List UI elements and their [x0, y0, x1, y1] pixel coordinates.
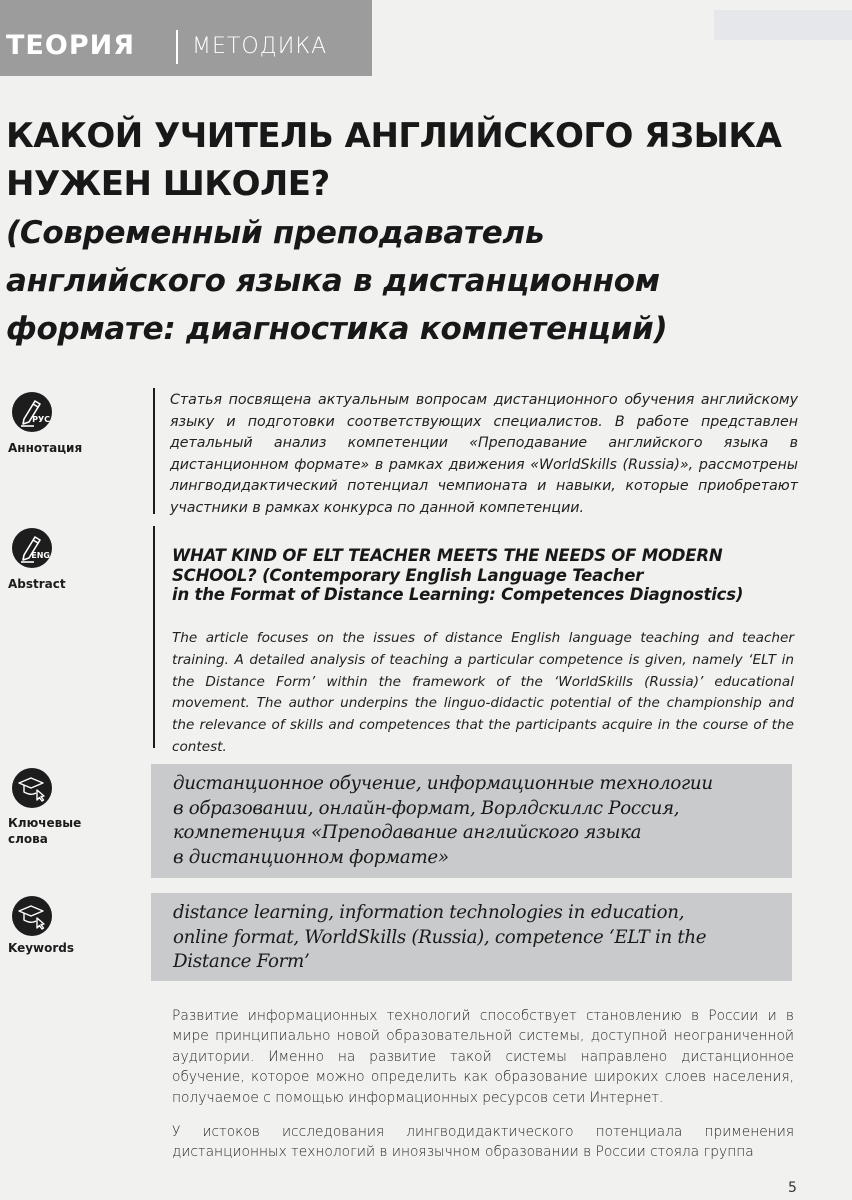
badge-tag: РУС: [32, 415, 50, 424]
keywords-ru-label: [8, 815, 81, 847]
annotation-divider: [153, 388, 155, 514]
keywords-en-box: [151, 893, 792, 981]
pencil-icon: [12, 392, 52, 432]
section-header: [0, 0, 372, 76]
keywords-en-label: Keywords: [8, 941, 75, 955]
article-title: [6, 112, 846, 352]
header-divider: [176, 30, 178, 64]
title-line: НУЖЕН ШКОЛЕ?: [6, 164, 330, 204]
keyword-line: компетенция «Преподавание английского языка: [173, 822, 642, 843]
keywords-ru-box: [151, 764, 792, 878]
subsection-title: МЕТОДИКА: [192, 34, 328, 59]
pencil-icon: [12, 528, 52, 568]
annotation-text: Статья посвящена актуальным вопросам дистанционного обучения английскому языку и подготовки соответствующих специалистов. В работе представлен детальный анализ компетенции «Преподавание английского языка в дистанционном формате» в рамках движения «WorldSkills (Russia)», рассмотрены лингводидактический потенциал чемпионата и навыки, которые приобретают участники в рамках конкурса по данной компетенции.: [170, 392, 798, 516]
abstract-title-line: in the Format of Distance Learning: Competences Diagnostics): [172, 585, 744, 604]
abstract-text: The article focuses on the issues of distance English language teaching and teacher training. A detailed analysis of teaching a particular competence is given, namely ‘ELT in the Distance Form’ within the framework of the ‘WorldSkills (Russia)’ educational movement. The author underpins the linguo-didactic potential of the championship and the relevance of skills and competences that the participants acquire in the course of the contest.: [172, 630, 794, 755]
section-title: ТЕОРИЯ: [6, 30, 135, 61]
keywords-ru-label-line: Ключевые: [8, 816, 82, 830]
abstract-label: Abstract: [8, 577, 66, 591]
title-line: КАКОЙ УЧИТЕЛЬ АНГЛИЙСКОГО ЯЗЫКА: [6, 116, 782, 156]
keyword-line: в образовании, онлайн-формат, Ворлдскиллс Россия,: [173, 797, 680, 819]
page-number: 5: [788, 1180, 797, 1196]
corner-tab: [714, 10, 852, 40]
abstract-title-line: SCHOOL? (Contemporary English Language Teacher: [172, 565, 644, 585]
keyword-line: дистанционное обучение, информационные технологии: [173, 773, 713, 794]
keyword-line: online format, WorldSkills (Russia), competence ‘ELT in the: [173, 926, 707, 948]
abstract-title: [172, 546, 812, 605]
abstract-divider: [153, 526, 155, 748]
annotation-label: Аннотация: [8, 441, 83, 455]
keywords-ru-label-line: слова: [8, 832, 48, 846]
body-paragraph: Развитие информационных технологий способствует становлению в России и в мире принципиально новой образовательной системы, доступной неограниченной аудитории. Именно на развитие такой системы направлено дистанционное обучение, которое можно определить как образование широких слоев населения, получаемое с помощью информационных ресурсов сети Интернет.: [172, 1008, 794, 1106]
graduation-cap-cursor-icon: [12, 768, 52, 808]
keyword-line: в дистанционном формате»: [173, 846, 449, 868]
graduation-cap-cursor-icon: [12, 896, 52, 936]
body-paragraph: У истоков исследования лингводидактического потенциала применения дистанционных технологий в иноязычном образовании в России стояла группа: [172, 1124, 794, 1161]
keyword-line: distance learning, information technologies in education,: [173, 902, 685, 923]
badge-tag: ENG: [31, 551, 50, 560]
subtitle-line: формате: диагностика компетенций): [6, 311, 668, 347]
abstract-title-line: WHAT KIND OF ELT TEACHER MEETS THE NEEDS OF MODERN: [172, 546, 723, 565]
keyword-line: Distance Form’: [173, 951, 310, 972]
subtitle-line: английского языка в дистанционном: [6, 263, 660, 299]
subtitle-line: (Современный преподаватель: [6, 215, 545, 251]
